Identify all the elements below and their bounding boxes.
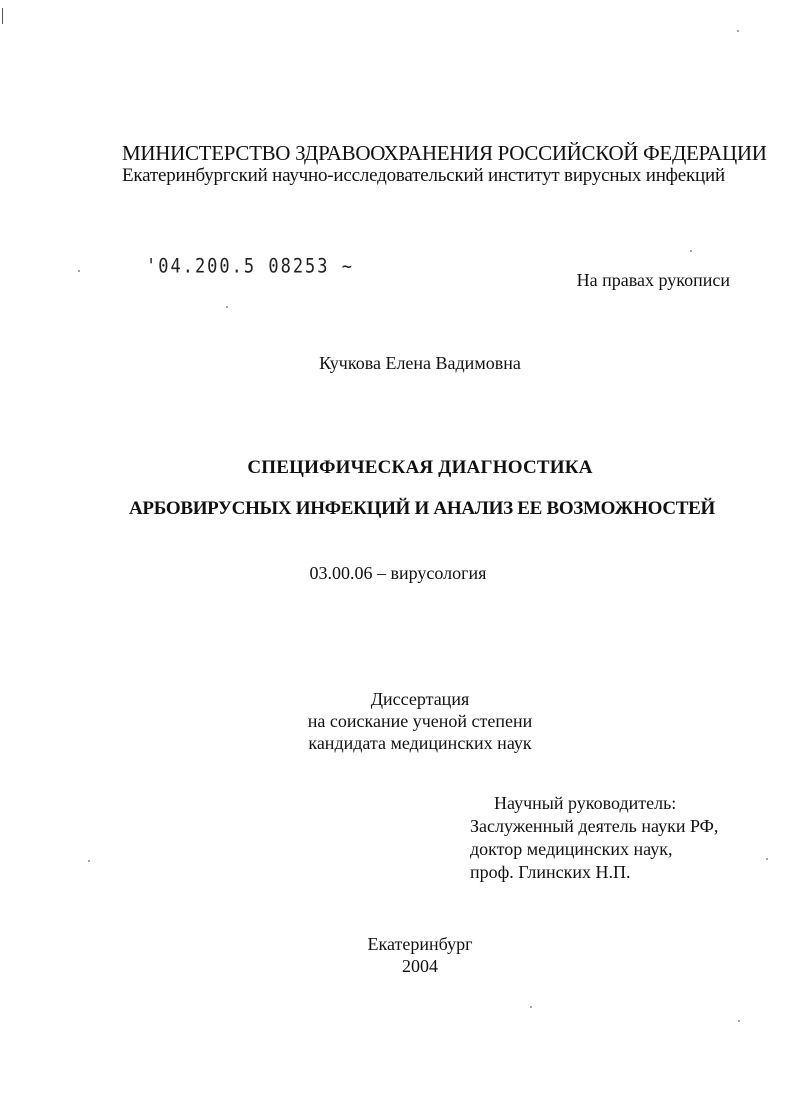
scan-speck xyxy=(78,270,80,272)
scan-speck xyxy=(530,1006,532,1008)
thesis-degree: кандидата медицинских наук xyxy=(308,733,532,753)
scan-edge-mark xyxy=(2,8,3,24)
specialty-code: 03.00.06 – вирусология xyxy=(309,563,487,583)
scan-speck xyxy=(226,306,228,308)
footer-city: Екатеринбург xyxy=(367,934,473,954)
thesis-degree-block xyxy=(0,688,796,754)
scan-speck xyxy=(766,858,768,860)
registration-stamp: '04.200.5 08253 ~ xyxy=(146,255,354,278)
scan-speck xyxy=(88,860,90,862)
institute-heading: Екатеринбургский научно-исследовательский институт вирусных инфекций xyxy=(122,165,725,186)
scan-speck xyxy=(737,30,739,32)
supervisor-honor: Заслуженный деятель науки РФ, xyxy=(470,816,719,836)
author-name: Кучкова Елена Вадимовна xyxy=(319,353,521,373)
supervisor-label: Научный руководитель: xyxy=(494,793,677,813)
scan-speck xyxy=(738,1020,740,1022)
supervisor-degree: доктор медицинских наук, xyxy=(470,839,673,859)
thesis-purpose: на соискание ученой степени xyxy=(307,711,533,731)
thesis-title-line-1: СПЕЦИФИЧЕСКАЯ ДИАГНОСТИКА xyxy=(247,457,593,478)
supervisor-name: проф. Глинских Н.П. xyxy=(470,862,631,882)
ministry-heading: МИНИСТЕРСТВО ЗДРАВООХРАНЕНИЯ РОССИЙСКОЙ ФЕДЕРАЦИИ xyxy=(122,141,767,165)
footer-year: 2004 xyxy=(402,956,438,976)
footer-block xyxy=(0,933,796,977)
manuscript-rights-note: На правах рукописи xyxy=(576,270,730,290)
supervisor-block xyxy=(470,792,718,884)
thesis-type: Диссертация xyxy=(370,689,470,709)
thesis-title-line-2: АРБОВИРУСНЫХ ИНФЕКЦИЙ И АНАЛИЗ ЕЕ ВОЗМОЖНОСТЕЙ xyxy=(128,498,715,519)
scan-speck xyxy=(690,250,692,252)
